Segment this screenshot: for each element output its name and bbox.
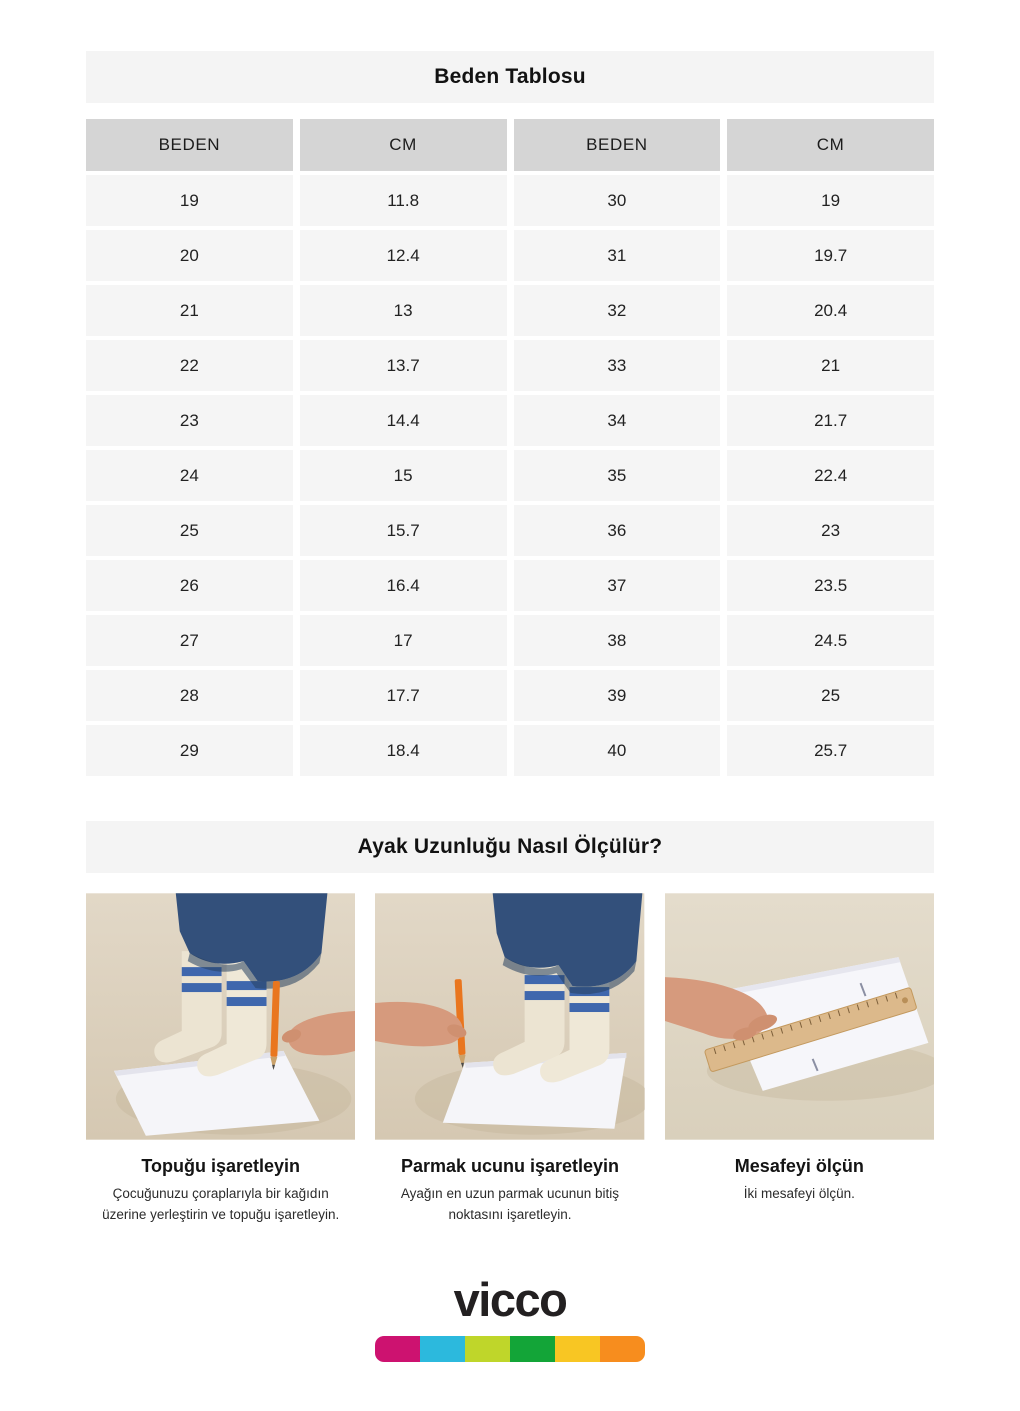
table-cell: 31 — [514, 230, 721, 281]
table-cell: 17 — [300, 615, 507, 666]
table-cell: 25.7 — [727, 725, 934, 776]
table-cell: 11.8 — [300, 175, 507, 226]
table-cell: 29 — [86, 725, 293, 776]
table-cell: 26 — [86, 560, 293, 611]
size-table — [86, 119, 934, 776]
photo-mark-toe — [375, 893, 644, 1140]
table-cell: 14.4 — [300, 395, 507, 446]
size-chart-title: Beden Tablosu — [434, 65, 586, 88]
page-content — [86, 51, 934, 1362]
table-cell: 19.7 — [727, 230, 934, 281]
table-cell: 37 — [514, 560, 721, 611]
table-cell: 35 — [514, 450, 721, 501]
measure-steps — [86, 893, 934, 1226]
table-header-cm-right: CM — [727, 119, 934, 171]
table-cell: 19 — [727, 175, 934, 226]
table-cell: 17.7 — [300, 670, 507, 721]
table-cell: 19 — [86, 175, 293, 226]
table-cell: 23.5 — [727, 560, 934, 611]
table-cell: 13.7 — [300, 340, 507, 391]
table-cell: 22 — [86, 340, 293, 391]
table-cell: 32 — [514, 285, 721, 336]
table-cell: 24 — [86, 450, 293, 501]
table-cell: 27 — [86, 615, 293, 666]
table-cell: 13 — [300, 285, 507, 336]
table-header-beden-right: BEDEN — [514, 119, 721, 171]
brand-bar-segment — [375, 1336, 420, 1362]
table-cell: 16.4 — [300, 560, 507, 611]
table-cell: 34 — [514, 395, 721, 446]
step-heading: Mesafeyi ölçün — [734, 1156, 864, 1176]
table-cell: 20.4 — [727, 285, 934, 336]
table-cell: 21 — [727, 340, 934, 391]
table-cell: 40 — [514, 725, 721, 776]
brand-bar-segment — [465, 1336, 510, 1362]
step-description: Ayağın en uzun parmak ucunun bitiş noktasını işaretleyin. — [400, 1186, 620, 1222]
table-header-cm-left: CM — [300, 119, 507, 171]
table-cell: 25 — [727, 670, 934, 721]
brand-bar-segment — [420, 1336, 465, 1362]
brand-bar-segment — [510, 1336, 555, 1362]
table-cell: 20 — [86, 230, 293, 281]
table-cell: 15 — [300, 450, 507, 501]
table-header-beden-left: BEDEN — [86, 119, 293, 171]
measure-section-title: Ayak Uzunluğu Nasıl Ölçülür? — [357, 835, 663, 858]
table-cell: 33 — [514, 340, 721, 391]
step-heading: Topuğu işaretleyin — [141, 1156, 300, 1176]
table-cell: 23 — [86, 395, 293, 446]
table-cell: 39 — [514, 670, 721, 721]
table-cell: 23 — [727, 505, 934, 556]
measure-section-title-bar — [86, 821, 934, 873]
table-cell: 38 — [514, 615, 721, 666]
size-chart-title-bar — [86, 51, 934, 103]
brand-bar-segment — [600, 1336, 645, 1362]
photo-mark-heel — [86, 893, 355, 1140]
table-cell: 21 — [86, 285, 293, 336]
step-measure-distance — [665, 893, 934, 1226]
table-cell: 15.7 — [300, 505, 507, 556]
table-cell: 30 — [514, 175, 721, 226]
step-heading: Parmak ucunu işaretleyin — [400, 1156, 620, 1176]
step-mark-heel — [86, 893, 355, 1226]
brand-bar-segment — [555, 1336, 600, 1362]
step-mark-toe — [375, 893, 644, 1226]
table-cell: 21.7 — [727, 395, 934, 446]
brand-color-bar — [375, 1336, 645, 1362]
photo-measure-distance — [665, 893, 934, 1140]
table-cell: 25 — [86, 505, 293, 556]
table-cell: 24.5 — [727, 615, 934, 666]
table-cell: 28 — [86, 670, 293, 721]
table-cell: 18.4 — [300, 725, 507, 776]
table-cell: 22.4 — [727, 450, 934, 501]
brand-logo: vicco — [453, 1272, 567, 1326]
step-description: İki mesafeyi ölçün. — [743, 1186, 855, 1201]
step-description: Çocuğunuzu çoraplarıyla bir kağıdın üzerine yerleştirin ve topuğu işaretleyin. — [102, 1186, 340, 1222]
table-cell: 36 — [514, 505, 721, 556]
table-cell: 12.4 — [300, 230, 507, 281]
